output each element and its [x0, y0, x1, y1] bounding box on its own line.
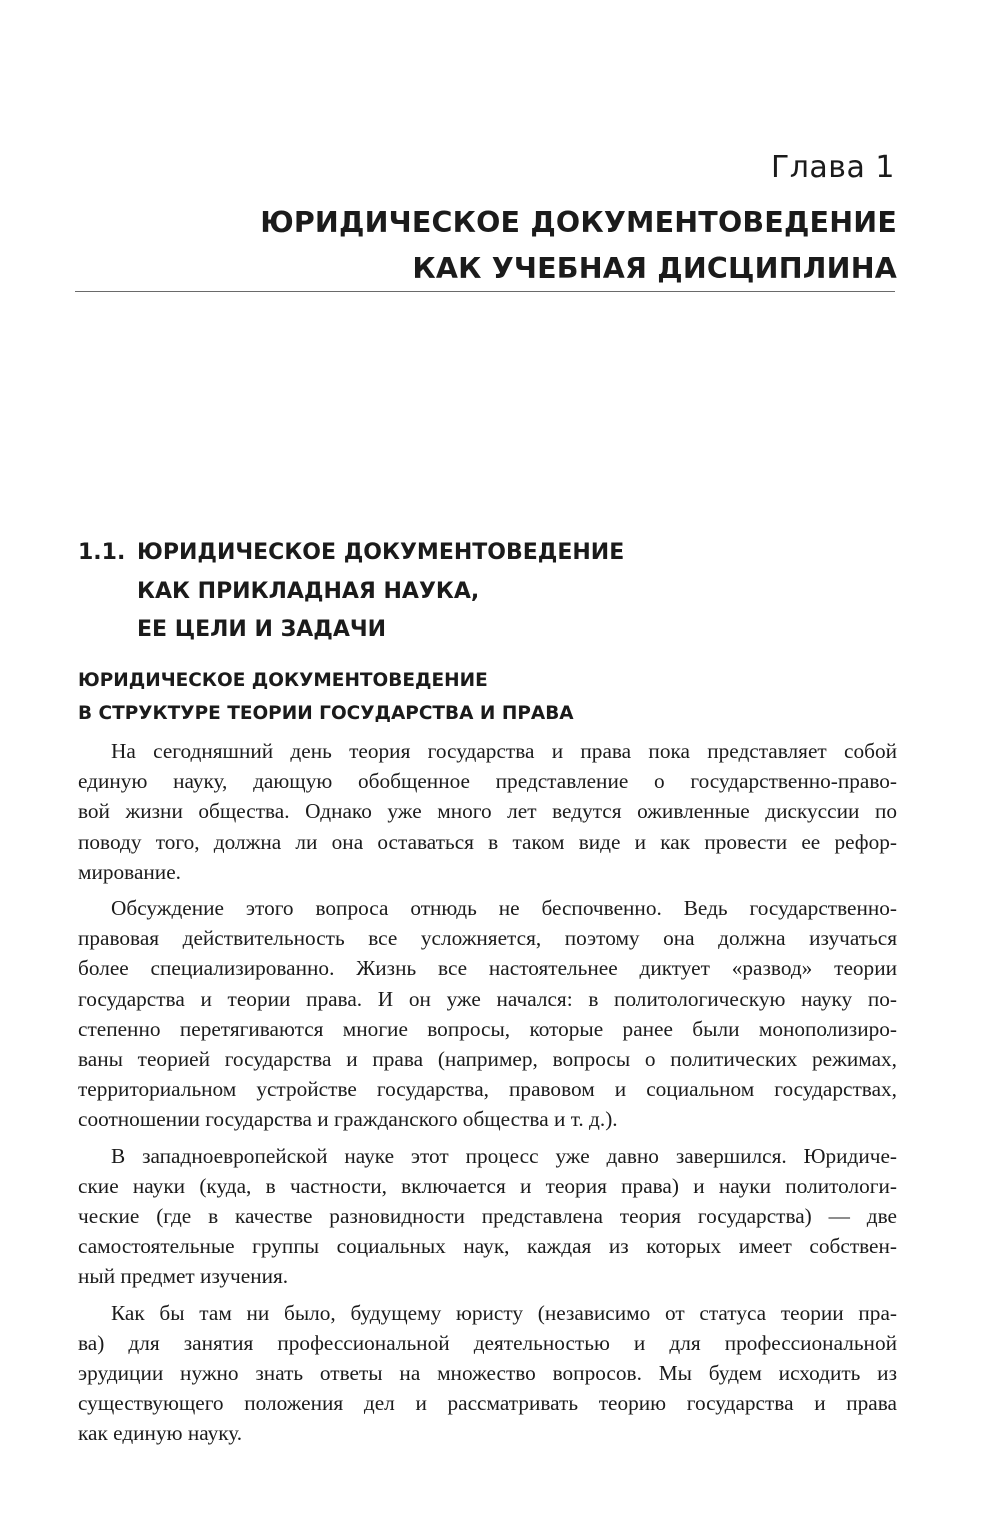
body-text [78, 736, 897, 1455]
paragraph-line: самостоятельные группы социальных наук, каждая из которых имеет собствен- [78, 1234, 897, 1259]
paragraph-line: Как бы там ни было, будущему юристу (независимо от статуса теории пра- [111, 1300, 897, 1325]
paragraph-line: мирование. [78, 859, 181, 884]
chapter-title [77, 200, 897, 292]
paragraph [78, 1141, 897, 1292]
paragraph-line: существующего положения дел и рассматривать теорию государства и права [78, 1391, 897, 1416]
paragraph [78, 893, 897, 1135]
subsection-title-line: В СТРУКТУРЕ ТЕОРИИ ГОСУДАРСТВА И ПРАВА [78, 703, 574, 724]
paragraph-line: соотношении государства и гражданского общества и т. д.). [78, 1107, 618, 1132]
paragraph [78, 736, 897, 887]
paragraph-line: На сегодняшний день теория государства и права пока представляет собой [111, 739, 897, 763]
paragraph-line: единую науку, дающую обобщенное представление о государственно-право- [78, 769, 897, 794]
subsection-title-line: ЮРИДИЧЕСКОЕ ДОКУМЕНТОВЕДЕНИЕ [78, 670, 488, 691]
paragraph-line: как единую науку. [78, 1421, 243, 1446]
chapter-divider [75, 291, 895, 292]
paragraph-line: государства и теории права. И он уже начался: в политологическую науку по- [78, 986, 897, 1011]
paragraph-line: степенно перетягиваются многие вопросы, которые ранее были монополизиро- [78, 1016, 897, 1041]
section-title-line: ЕЕ ЦЕЛИ И ЗАДАЧИ [137, 617, 387, 642]
section-number: 1.1. [78, 540, 126, 565]
paragraph-line: поводу того, должна ли она оставаться в таком виде и как провести ее рефор- [78, 829, 897, 854]
paragraph-line: эрудиции нужно знать ответы на множество вопросов. Мы будем исходить из [78, 1361, 897, 1386]
paragraph-line: ва) для занятия профессиональной деятельностью и для профессиональной [78, 1330, 897, 1355]
paragraph-line: вой жизни общества. Однако уже много лет ведутся оживленные дискуссии по [78, 799, 897, 824]
paragraph-line: территориальном устройстве государства, правовом и социальном государствах, [78, 1077, 897, 1102]
chapter-title-line: КАК УЧЕБНАЯ ДИСЦИПЛИНА [412, 252, 897, 285]
section-title-line: ЮРИДИЧЕСКОЕ ДОКУМЕНТОВЕДЕНИЕ [137, 540, 625, 565]
paragraph-line: более специализированно. Жизнь все настоятельнее диктует «развод» теории [78, 956, 897, 981]
paragraph-line: ческие (где в качестве разновидности представлена теория государства) — две [78, 1204, 897, 1229]
chapter-title-line: ЮРИДИЧЕСКОЕ ДОКУМЕНТОВЕДЕНИЕ [260, 206, 897, 239]
paragraph-line: ваны теорией государства и права (например, вопросы о политических режимах, [78, 1047, 897, 1072]
paragraph [78, 1298, 897, 1449]
chapter-label: Глава 1 [770, 150, 895, 185]
section-title-line: КАК ПРИКЛАДНАЯ НАУКА, [137, 578, 480, 604]
paragraph-line: правовая действительность все усложняется, поэтому она должна изучаться [78, 926, 897, 951]
paragraph-line: ские науки (куда, в частности, включается и теория права) и науки политологи- [78, 1173, 897, 1198]
paragraph-line: В западноевропейской науке этот процесс уже давно завершился. Юридиче- [111, 1143, 897, 1168]
paragraph-line: Обсуждение этого вопроса отнюдь не беспочвенно. Ведь государственно- [111, 896, 897, 921]
paragraph-line: ный предмет изучения. [78, 1264, 289, 1289]
subsection-heading [78, 664, 778, 730]
